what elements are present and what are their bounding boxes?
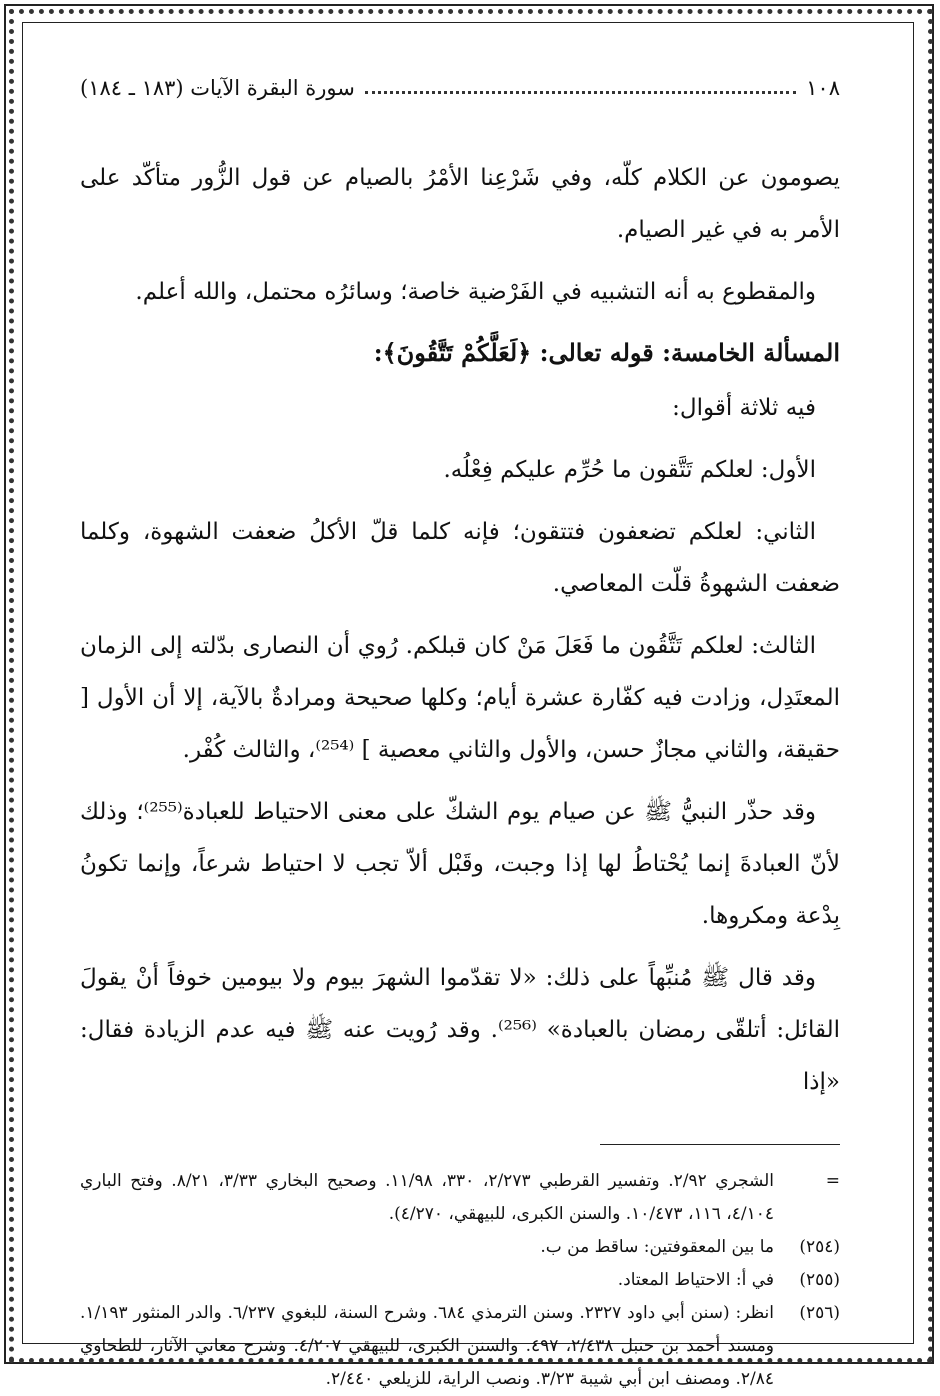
- paragraph-1: يصومون عن الكلام كلّه، وفي شَرْعِنا الأمْرُ بالصيام عن قول الزُّور متأكّد على الأمر به في غير الصيام.: [80, 165, 840, 243]
- footnote-number: =: [825, 1171, 840, 1191]
- paragraph-2: والمقطوع به أنه التشبيه في الفَرْضية خاصة؛ وسائرُه محتمل، والله أعلم.: [135, 279, 816, 305]
- footnote: [80, 1231, 840, 1264]
- paragraph-8: وقد قال ﷺ مُنبِّهاً على ذلك: «لا تقدّموا الشهرَ بيوم ولا بيومين خوفاً أنْ يقولَ القائل: أتلقّى رمضان بالعبادة» ⁽²⁵⁶⁾. وقد رُويت عنه ﷺ فيه عدم الزيادة فقال: «إذا: [80, 965, 840, 1095]
- footnotes: [80, 1165, 840, 1396]
- page-number: ١٠٨: [806, 76, 840, 100]
- footnote-number: (٢٥٦): [799, 1303, 840, 1323]
- footnote: [80, 1264, 840, 1297]
- footnote-text: الشجري ٢/٩٢. وتفسير القرطبي ٢/٢٧٣، ٣٣٠، ١١/٩٨. وصحيح البخاري ٣/٣٣، ٨/٢١. وفتح الباري ٤/١٠٤، ١١٦، ١٠/٤٧٣. والسنن الكبرى، للبيهقي، ٤/٢٧٠).: [80, 1171, 775, 1224]
- footnote: [80, 1297, 840, 1396]
- paragraph-6: الثالث: لعلكم تَتَّقُون ما فَعَلَ مَنْ كان قبلكم. رُوي أن النصارى بدّلته إلى الزمان المعتَدِل، وزادت فيه كفّارة عشرة أيام؛ وكلها صحيحة ومرادةٌ بالآية، إلا أن الأول [ حقيقة، والثاني مجازٌ حسن، والأول والثاني معصية ] ⁽²⁵⁴⁾، والثالث كُفْر.: [80, 633, 841, 763]
- footnote: [80, 1165, 840, 1231]
- footnote-number: (٢٥٤): [799, 1237, 840, 1257]
- page-content: [80, 70, 840, 1396]
- running-header: [80, 70, 840, 106]
- footnote-separator: [600, 1144, 840, 1145]
- footnote-number: (٢٥٥): [799, 1270, 840, 1290]
- paragraph-3: فيه ثلاثة أقوال:: [672, 395, 816, 421]
- header-leader-dots: [365, 91, 796, 94]
- running-title: سورة البقرة الآيات (١٨٣ ـ ١٨٤): [80, 76, 355, 100]
- paragraph-7: وقد حذّر النبيُّ ﷺ عن صيام يوم الشكّ على معنى الاحتياط للعبادة⁽²⁵⁵⁾؛ وذلك لأنّ العبادةَ إنما يُحْتاطُ لها إذا وجبت، وقَبْل ألاّ تجب لا احتياط شرعاً، وإنما تكونُ بِدْعة ومكروها.: [80, 799, 840, 929]
- paragraph-4: الأول: لعلكم تَتَّقون ما حُرِّم عليكم فِعْلُه.: [443, 457, 816, 483]
- footnote-text: ما بين المعقوفتين: ساقط من ب.: [540, 1237, 774, 1257]
- section-heading: المسألة الخامسة: قوله تعالى: ﴿لَعَلَّكُمْ تَتَّقُونَ﴾:: [373, 338, 840, 367]
- paragraph-5: الثاني: لعلكم تضعفون فتتقون؛ فإنه كلما قلّ الأكلُ ضعفت الشهوة، وكلما ضعفت الشهوةُ قلّت المعاصي.: [80, 519, 840, 597]
- footnote-text: انظر: (سنن أبي داود ٢٣٢٧. وسنن الترمذي ٦٨٤. وشرح السنة، للبغوي ٦/٢٣٧. والدر المنثور ١/١٩٣. ومسند أحمد بن حنبل ٢/٤٣٨، ٤٩٧. والسنن الكبرى، للبيهقي ٤/٢٠٧. وشرح معاني الآثار، للطحاوي ٢/٨٤. ومصنف ابن أبي شيبة ٣/٢٣. ونصب الراية، للزيلعي ٢/٤٤٠.: [80, 1303, 775, 1389]
- footnote-text: في أ: الاحتياط المعتاد.: [617, 1270, 774, 1290]
